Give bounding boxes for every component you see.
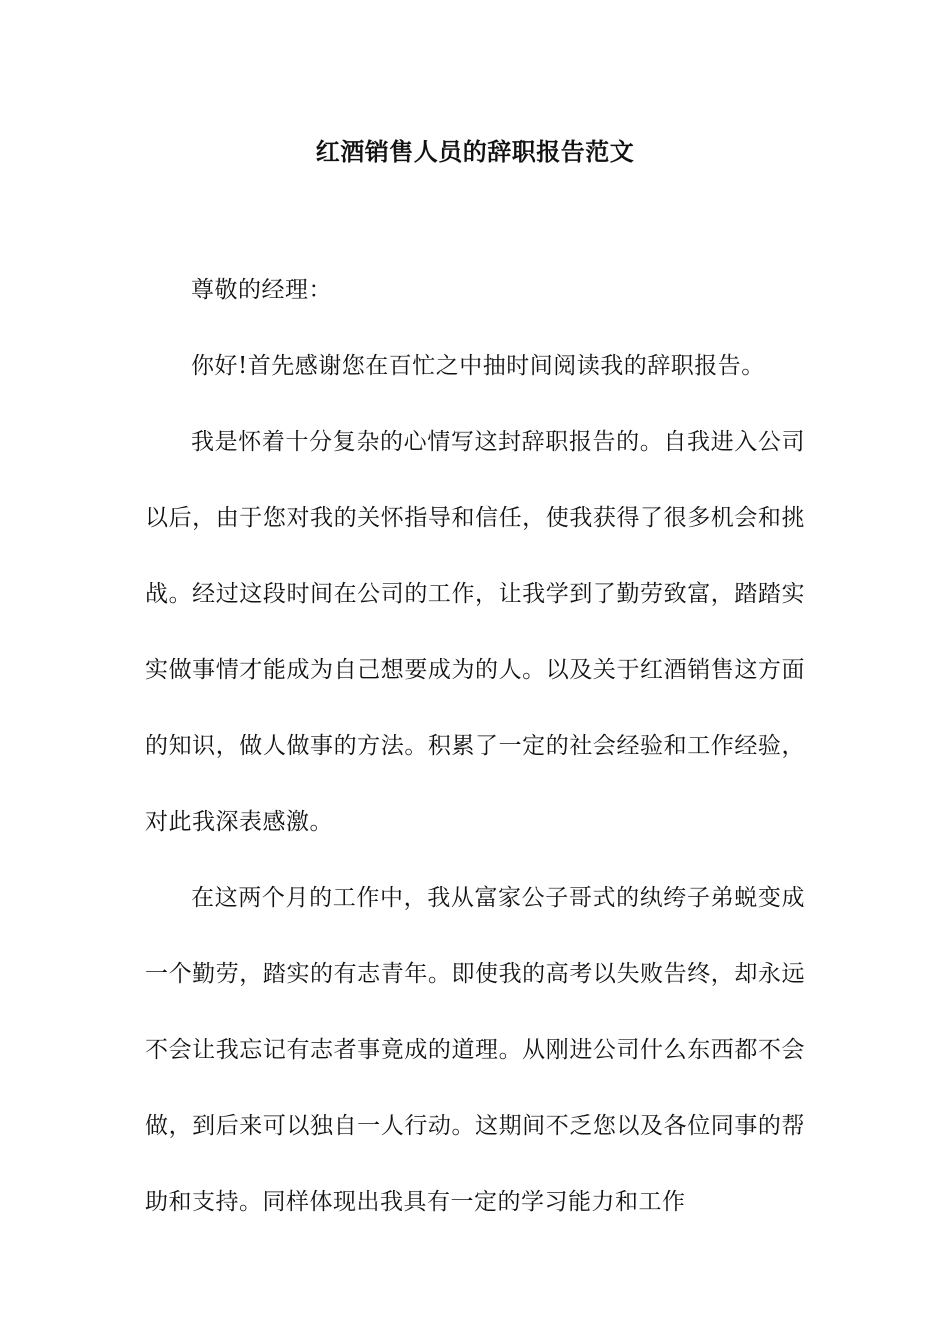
paragraph-greeting: 你好!首先感谢您在百忙之中抽时间阅读我的辞职报告。 [191,353,765,379]
paragraph-gratitude: 我是怀着十分复杂的心情写这封辞职报告的。自我进入公司以后，由于您对我的关怀指导和信任，使我获得了很多机会和挑战。经过这段时间在公司的工作，让我学到了勤劳致富，踏踏实实做事情才能成为自己想要成为的人。以及关于红酒销售这方面的知识，做人做事的方法。积累了一定的社会经验和工作经验，对此我深表感激。 [145,429,805,835]
document-title: 红酒销售人员的辞职报告范文 [315,137,635,166]
document-body [145,252,805,1240]
paragraph-growth: 在这两个月的工作中，我从富家公子哥式的纨绔子弟蜕变成一个勤劳，踏实的有志青年。即使我的高考以失败告终，却永远不会让我忘记有志者事竟成的道理。从刚进公司什么东西都不会做，到后来可以独自一人行动。这期间不乏您以及各位同事的帮助和支持。同样体现出我具有一定的学习能力和工作 [145,885,805,1215]
salutation: 尊敬的经理： [191,277,332,303]
